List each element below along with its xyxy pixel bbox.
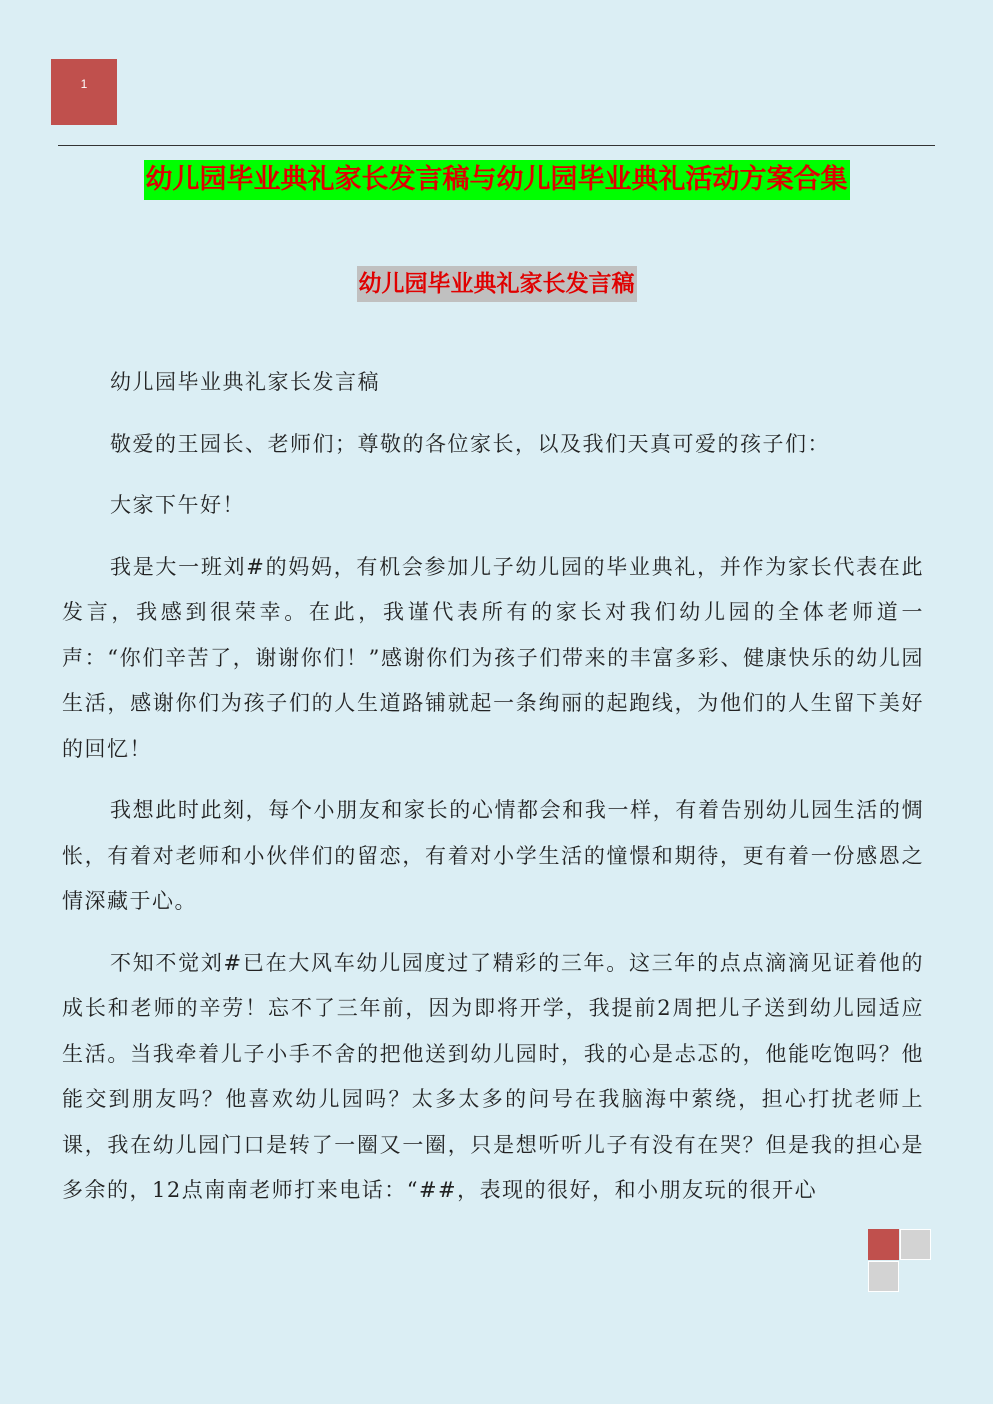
paragraph: 大家下午好！ xyxy=(110,493,245,517)
document-title xyxy=(0,160,993,200)
paragraph: 敬爱的王园长、老师们；尊敬的各位家长，以及我们天真可爱的孩子们： xyxy=(110,431,830,456)
page-number-badge xyxy=(51,59,117,125)
section-title xyxy=(0,266,993,302)
paragraph: 不知不觉刘#已在大风车幼儿园度过了精彩的三年。这三年的点点滴滴见证着他的成长和老师的辛劳！忘不了三年前，因为即将开学，我提前2周把儿子送到幼儿园适应生活。当我牵着儿子小手不舍的把他送到幼儿园时，我的心是忐忑的，他能吃饱吗？他能交到朋友吗？他喜欢幼儿园吗？太多太多的问号在我脑海中萦绕，担心打扰老师上课，我在幼儿园门口是转了一圈又一圈，只是想听听儿子有没有在哭？但是我的担心是多余的，12点南南老师打来电话：“##，表现的很好，和小朋友玩的很开心 xyxy=(62,950,924,1202)
document-body xyxy=(62,360,924,1214)
paragraph: 我想此时此刻，每个小朋友和家长的心情都会和我一样，有着告别幼儿园生活的惆怅，有着对老师和小伙伴们的留恋，有着对小学生活的憧憬和期待，更有着一份感恩之情深藏于心。 xyxy=(62,798,924,913)
corner-decoration-gray xyxy=(868,1261,899,1292)
document-title-text: 幼儿园毕业典礼家长发言稿与幼儿园毕业典礼活动方案合集 xyxy=(144,160,850,200)
corner-decoration-gray xyxy=(900,1229,931,1260)
section-title-text: 幼儿园毕业典礼家长发言稿 xyxy=(357,266,637,302)
corner-decoration-red xyxy=(868,1229,899,1260)
paragraph: 幼儿园毕业典礼家长发言稿 xyxy=(110,370,380,394)
page-number: 1 xyxy=(80,77,88,91)
header-divider xyxy=(58,145,935,146)
paragraph: 我是大一班刘#的妈妈，有机会参加儿子幼儿园的毕业典礼，并作为家长代表在此发言，我感到很荣幸。在此，我谨代表所有的家长对我们幼儿园的全体老师道一声：“你们辛苦了，谢谢你们！”感谢你们为孩子们带来的丰富多彩、健康快乐的幼儿园生活，感谢你们为孩子们的人生道路铺就起一条绚丽的起跑线，为他们的人生留下美好的回忆！ xyxy=(62,554,924,761)
